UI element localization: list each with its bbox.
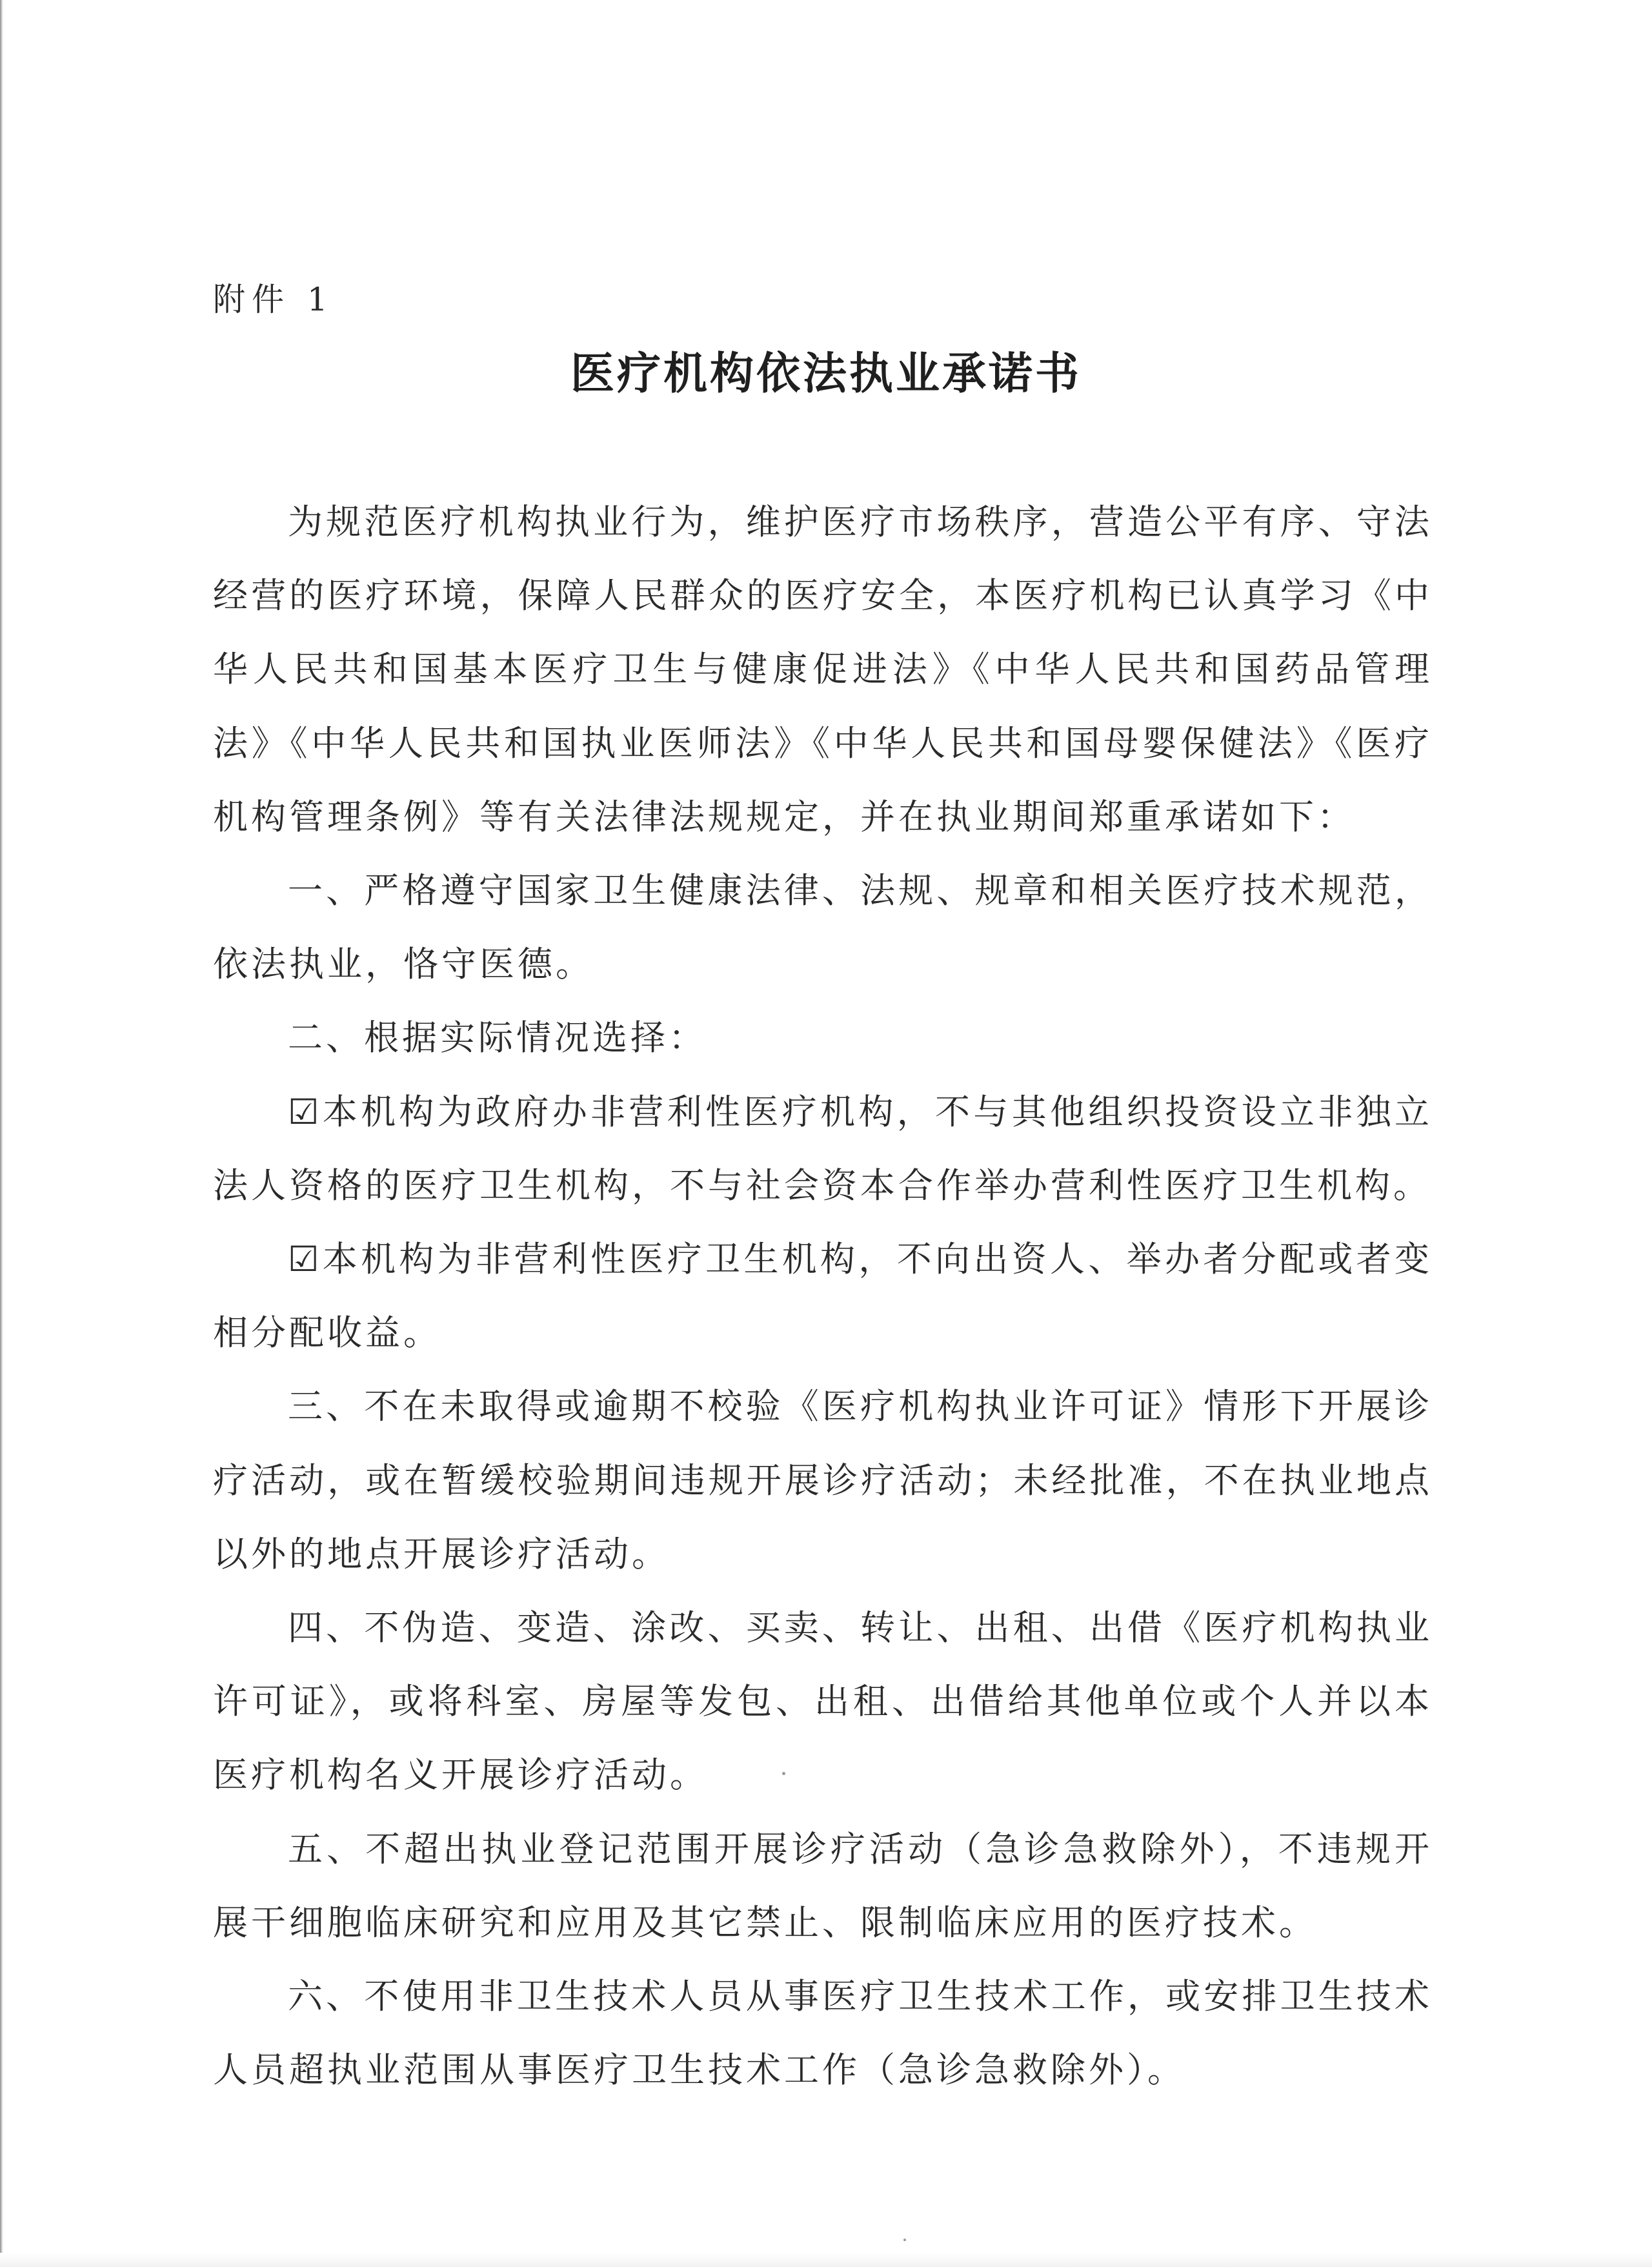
scan-speck <box>782 1772 785 1775</box>
commitment-item-1: 一、严格遵守国家卫生健康法律、法规、规章和相关医疗技术规范，依法执业，恪守医德。 <box>213 870 1433 985</box>
checked-box-icon: ☑ <box>288 1091 323 1132</box>
scan-speck <box>903 2239 906 2241</box>
commitment-item-2: 二、根据实际情况选择： <box>288 1017 707 1059</box>
option-2 <box>213 1223 1433 1370</box>
checked-box-icon: ☑ <box>288 1239 323 1280</box>
commitment-item-6: 六、不使用非卫生技术人员从事医疗卫生技术工作，或安排卫生技术人员超执业范围从事医疗卫生技术工作（急诊急救除外）。 <box>213 1976 1433 2091</box>
commitment-item-3: 三、不在未取得或逾期不校验《医疗机构执业许可证》情形下开展诊疗活动，或在暂缓校验期间违规开展诊疗活动；未经批准，不在执业地点以外的地点开展诊疗活动。 <box>213 1386 1433 1574</box>
scan-bottom-edge <box>0 2253 1652 2267</box>
attachment-label: 附件 1 <box>213 281 334 318</box>
option-1 <box>213 1075 1433 1223</box>
commitment-item-5: 五、不超出执业登记范围开展诊疗活动（急诊急救除外），不违规开展干细胞临床研究和应用及其它禁止、限制临床应用的医疗技术。 <box>213 1828 1433 1943</box>
option-2-text: 本机构为非营利性医疗卫生机构，不向出资人、举办者分配或者变相分配收益。 <box>213 1239 1433 1354</box>
document-body <box>213 485 1433 2107</box>
document-title: 医疗机构依法执业承诺书 <box>570 349 1082 400</box>
commitment-item-4: 四、不伪造、变造、涂改、买卖、转让、出租、出借《医疗机构执业许可证》，或将科室、房屋等发包、出租、出借给其他单位或个人并以本医疗机构名义开展诊疗活动。 <box>213 1607 1433 1796</box>
scan-left-edge <box>0 0 3 2267</box>
intro-paragraph: 为规范医疗机构执业行为，维护医疗市场秩序，营造公平有序、守法经营的医疗环境，保障人民群众的医疗安全，本医疗机构已认真学习《中华人民共和国基本医疗卫生与健康促进法》《中华人民共和国药品管理法》《中华人民共和国执业医师法》《中华人民共和国母婴保健法》《医疗机构管理条例》等有关法律法规规定，并在执业期间郑重承诺如下： <box>213 502 1433 837</box>
option-1-text: 本机构为政府办非营利性医疗机构，不与其他组织投资设立非独立法人资格的医疗卫生机构，不与社会资本合作举办营利性医疗卫生机构。 <box>213 1091 1433 1206</box>
